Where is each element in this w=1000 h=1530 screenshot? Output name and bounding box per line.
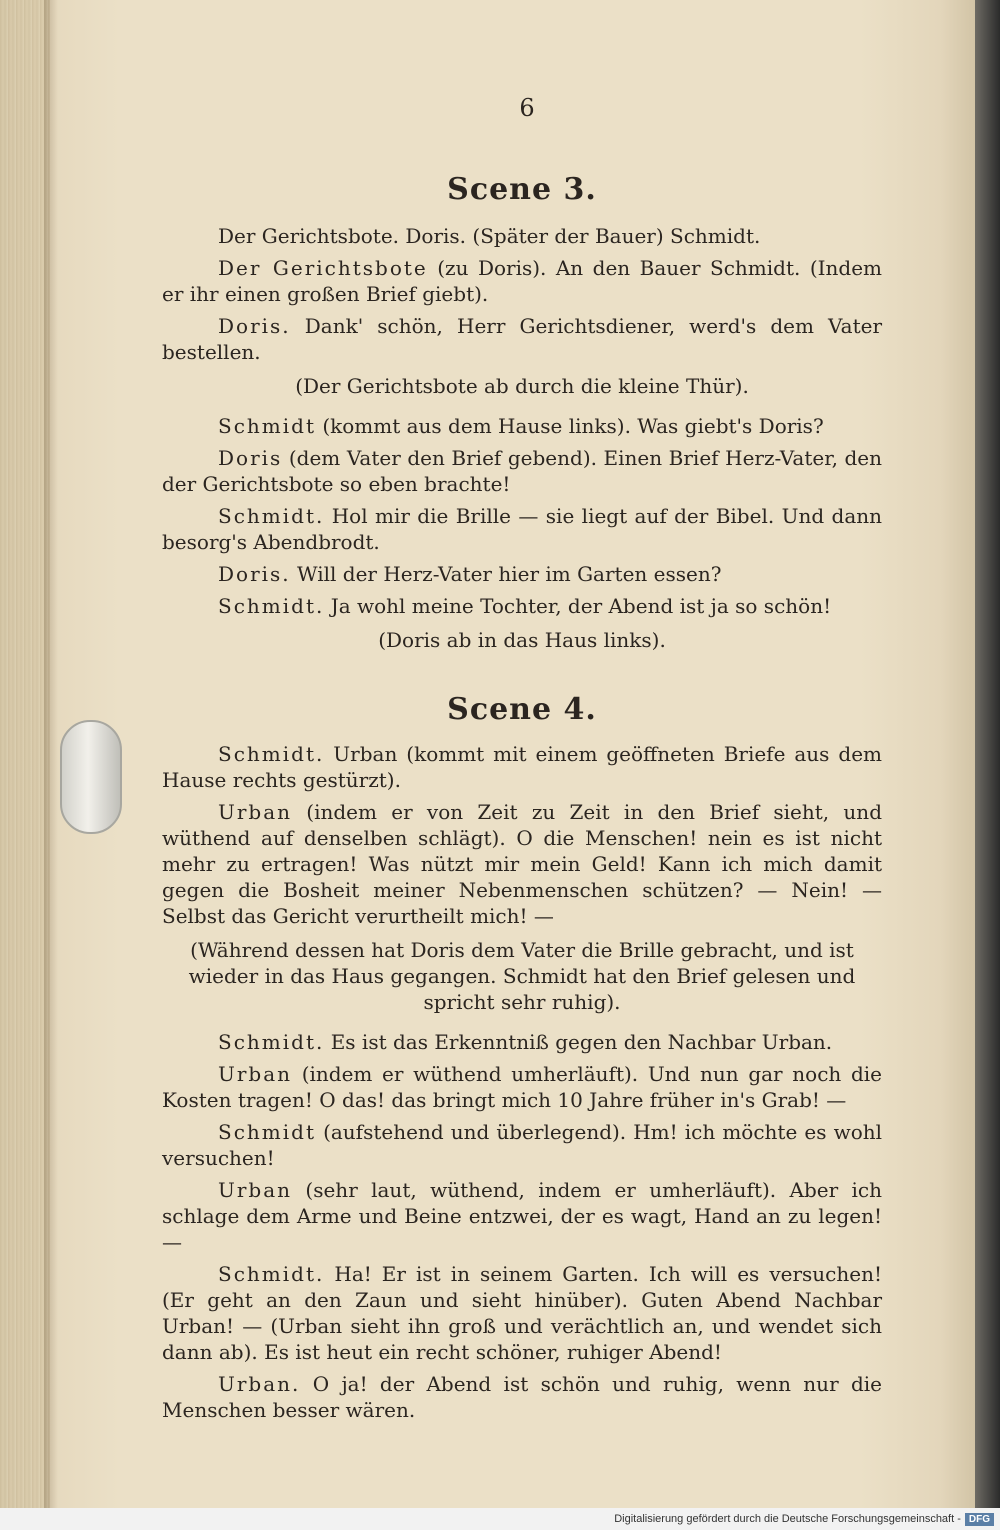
speaker-name: Urban xyxy=(218,800,293,824)
page-content xyxy=(162,95,882,1429)
line-text: (sehr laut, wüthend, indem er umherläuft). Aber ich schlage dem Arme und Beine entzwei, der es wagt, Hand an zu legen! — xyxy=(162,1178,883,1254)
stage-direction: (Doris ab in das Haus links). xyxy=(378,628,666,652)
line-text: (indem er wüthend umherläuft). Und nun gar noch die Kosten tragen! O das! das bringt mich 10 Jahre früher in's Grab! — xyxy=(162,1062,882,1112)
footer-credit: Digitalisierung gefördert durch die Deutsche Forschungsgemeinschaft - xyxy=(614,1513,961,1525)
speaker-name: Doris. xyxy=(218,314,291,338)
page-edges xyxy=(0,0,50,1508)
scene-3-heading: Scene 3. xyxy=(447,172,597,207)
line-text: Urban (kommt mit einem geöffneten Briefe aus dem Hause rechts gestürzt). xyxy=(162,742,882,792)
line-text: Es ist das Erkenntniß gegen den Nachbar Urban. xyxy=(330,1030,833,1054)
line-text: Dank' schön, Herr Gerichtsdiener, werd's dem Vater bestellen. xyxy=(162,314,883,364)
speaker-name: Urban xyxy=(218,1062,293,1086)
scene-3-line-1 xyxy=(162,255,882,307)
speaker-name: Urban. xyxy=(218,1372,301,1396)
dfg-logo: DFG xyxy=(965,1513,994,1526)
scene-3-line-3 xyxy=(162,413,882,439)
scene-3-cast: Der Gerichtsbote. Doris. (Später der Bauer) Schmidt. xyxy=(218,224,761,248)
page-number: 6 xyxy=(519,94,535,122)
scan-background-edge xyxy=(975,0,1000,1508)
speaker-name: Schmidt. xyxy=(218,594,325,618)
speaker-name: Schmidt. xyxy=(218,742,325,766)
scene-4-line-1 xyxy=(162,741,882,793)
page-gutter-shadow xyxy=(44,0,58,1508)
line-text: (kommt aus dem Hause links). Was giebt's Doris? xyxy=(322,414,824,438)
scene-4-heading: Scene 4. xyxy=(447,692,597,727)
speaker-name: Doris xyxy=(218,446,283,470)
line-text: (aufstehend und überlegend). Hm! ich möchte es wohl versuchen! xyxy=(162,1120,883,1170)
scene-4-line-5 xyxy=(162,1119,882,1171)
line-text: Ha! Er ist in seinem Garten. Ich will es versuchen! (Er geht an den Zaun und sieht hinüber). Guten Abend Nachbar Urban! — (Urban sieht ihn groß und verächtlich an, und wendet sich dann ab). Es ist heut ein recht schöner, ruhiger Abend! xyxy=(162,1262,882,1364)
speaker-name: Schmidt. xyxy=(218,1262,325,1286)
digitization-footer xyxy=(0,1508,1000,1530)
line-text: Hol mir die Brille — sie liegt auf der Bibel. Und dann besorg's Abendbrodt. xyxy=(162,504,882,554)
scene-4-line-8 xyxy=(162,1371,882,1423)
speaker-name: Urban xyxy=(218,1178,293,1202)
speaker-name: Schmidt. xyxy=(218,1030,325,1054)
paper-clip xyxy=(60,720,122,834)
speaker-name: Der Gerichtsbote xyxy=(218,256,428,280)
scene-3-line-6 xyxy=(162,561,882,587)
scene-3-line-2 xyxy=(162,313,882,365)
stage-direction: (Während dessen hat Doris dem Vater die Brille gebracht, und ist wieder in das Haus gegangen. Schmidt hat den Brief gelesen und spricht sehr ruhig). xyxy=(188,938,856,1014)
line-text: Ja wohl meine Tochter, der Abend ist ja so schön! xyxy=(330,594,832,618)
scene-3-line-4 xyxy=(162,445,882,497)
scene-4-line-6 xyxy=(162,1177,882,1255)
scene-4-line-2 xyxy=(162,799,882,929)
scene-4-line-7 xyxy=(162,1261,882,1365)
scene-3-line-5 xyxy=(162,503,882,555)
scene-3-line-7 xyxy=(162,593,882,619)
speaker-name: Schmidt xyxy=(218,414,316,438)
line-text: O ja! der Abend ist schön und ruhig, wenn nur die Menschen besser wären. xyxy=(162,1372,882,1422)
speaker-name: Schmidt xyxy=(218,1120,316,1144)
line-text: Will der Herz-Vater hier im Garten essen? xyxy=(297,562,722,586)
speaker-name: Schmidt. xyxy=(218,504,325,528)
stage-direction: (Der Gerichtsbote ab durch die kleine Thür). xyxy=(295,374,749,398)
scene-4-line-3 xyxy=(162,1029,882,1055)
line-text: (indem er von Zeit zu Zeit in den Brief sieht, und wüthend auf denselben schlägt). O die Menschen! nein es ist nicht mehr zu ertragen! Was nützt mir mein Geld! Kann ich mich damit gegen die Bosheit meiner Nebenmenschen schützen? — Nein! — Selbst das Gericht verurtheilt mich! — xyxy=(162,800,882,928)
scene-4-line-4 xyxy=(162,1061,882,1113)
line-text: (dem Vater den Brief gebend). Einen Brief Herz-Vater, den der Gerichtsbote so eben brachte! xyxy=(162,446,883,496)
speaker-name: Doris. xyxy=(218,562,291,586)
line-text: (zu Doris). An den Bauer Schmidt. (Indem er ihr einen großen Brief giebt). xyxy=(162,256,882,306)
